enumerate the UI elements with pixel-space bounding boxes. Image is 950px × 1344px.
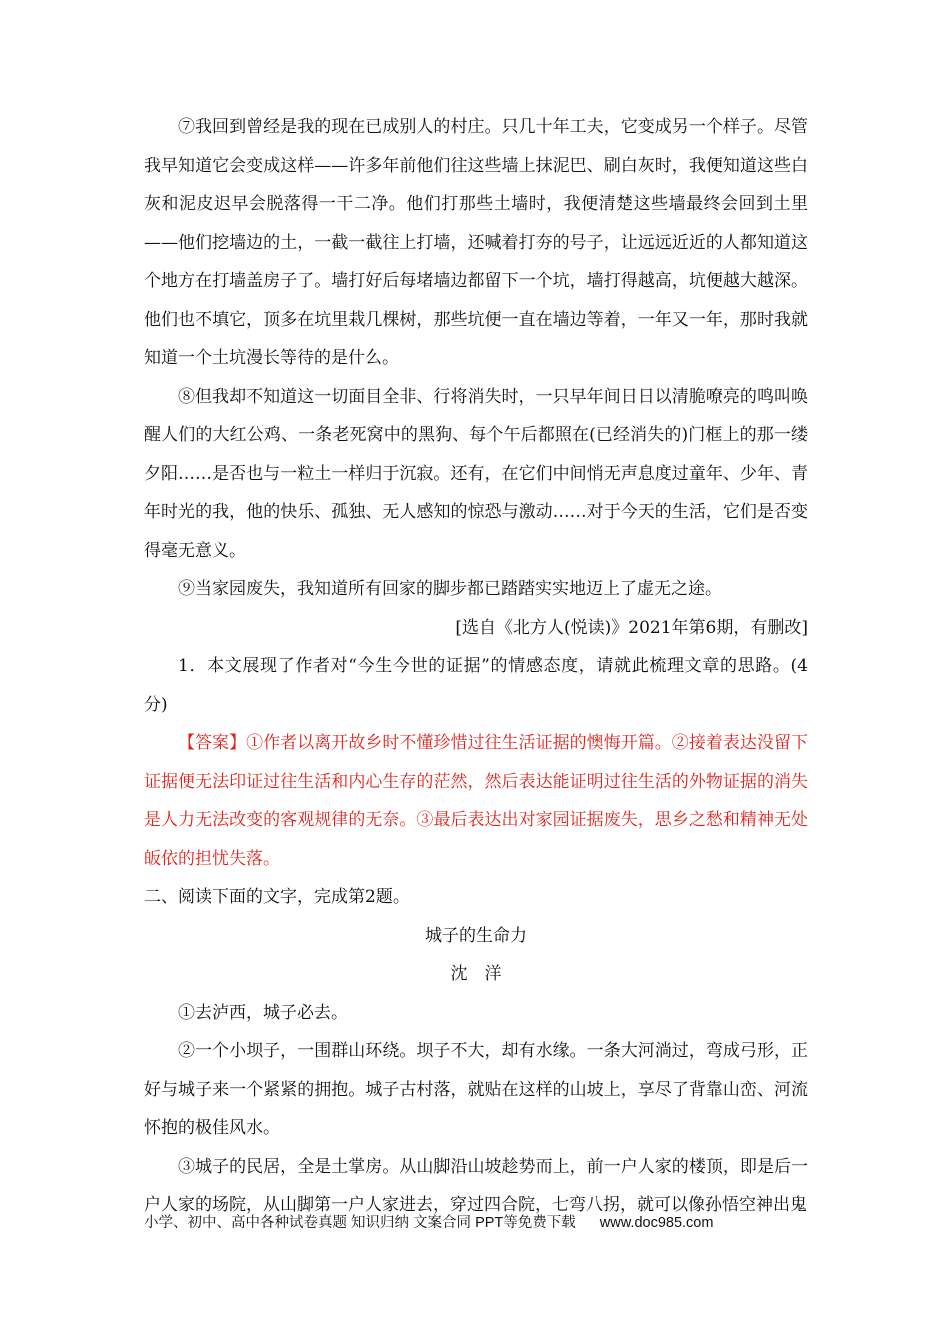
article-author: 沈洋	[450, 964, 519, 984]
article-title: 城子的生命力	[425, 925, 527, 946]
page-footer	[144, 1211, 844, 1232]
paragraph-8: ⑧但我却不知道这一切面目全非、行将消失时，一只早年间日日以清脆嘹亮的鸣叫唤醒人们的大红公鸡、一条老死窝中的黑狗、每个午后都照在(已经消失的)门框上的那一缕夕阳……是否也与一粒土一样归于沉寂。还有，在它们中间悄无声息度过童年、少年、青年时光的我，他的快乐、孤独、无人感知的惊恐与激动……对于今天的生活，它们是否变得毫无意义。	[144, 386, 808, 561]
article-paragraph-3: ③城子的民居，全是土掌房。从山脚沿山坡趁势而上，前一户人家的楼顶，即是后一户人家的场院，从山脚第一户人家进去，穿过四合院，七弯八拐，就可以像孙悟空神出鬼	[144, 1156, 808, 1215]
question-1: 1．本文展现了作者对“今生今世的证据”的情感态度，请就此梳理文章的思路。(4分)	[144, 656, 808, 715]
article-paragraph-1: ①去泸西，城子必去。	[178, 1002, 348, 1023]
paragraph-9: ⑨当家园废失，我知道所有回家的脚步都已踏踏实实地迈上了虚无之途。	[178, 579, 722, 599]
source-citation: [选自《北方人(悦读)》2021年第6期，有删改]	[455, 617, 808, 638]
footer-site-link[interactable]: www.doc985.com	[599, 1215, 714, 1231]
document-body	[144, 108, 808, 1225]
answer-block: 【答案】①作者以离开故乡时不懂珍惜过往生活证据的懊悔开篇。②接着表达没留下证据便无法印证过往生活和内心生存的茫然，然后表达能证明过往生活的外物证据的消失是人力无法改变的客观规律的无奈。③最后表达出对家园证据废失，思乡之愁和精神无处皈依的担忧失落。	[144, 733, 808, 869]
article-paragraph-2: ②一个小坝子，一围群山环绕。坝子不大，却有水缘。一条大河淌过，弯成弓形，正好与城子来一个紧紧的拥抱。城子古村落，就贴在这样的山坡上，享尽了背靠山峦、河流怀抱的极佳风水。	[144, 1041, 808, 1138]
section-2-heading: 二、阅读下面的文字，完成第2题。	[144, 887, 410, 907]
footer-text: 小学、初中、高中各种试卷真题 知识归纳 文案合同 PPT等免费下载	[144, 1215, 576, 1231]
paragraph-7: ⑦我回到曾经是我的现在已成别人的村庄。只几十年工夫，它变成另一个样子。尽管我早知道它会变成这样——许多年前他们往这些墙上抹泥巴、刷白灰时，我便知道这些白灰和泥皮迟早会脱落得一干二净。他们打那些土墙时，我便清楚这些墙最终会回到土里——他们挖墙边的土，一截一截往上打墙，还喊着打夯的号子，让远远近近的人都知道这个地方在打墙盖房子了。墙打好后每堵墙边都留下一个坑，墙打得越高，坑便越大越深。他们也不填它，顶多在坑里栽几棵树，那些坑便一直在墙边等着，一年又一年，那时我就知道一个土坑漫长等待的是什么。	[144, 117, 808, 368]
